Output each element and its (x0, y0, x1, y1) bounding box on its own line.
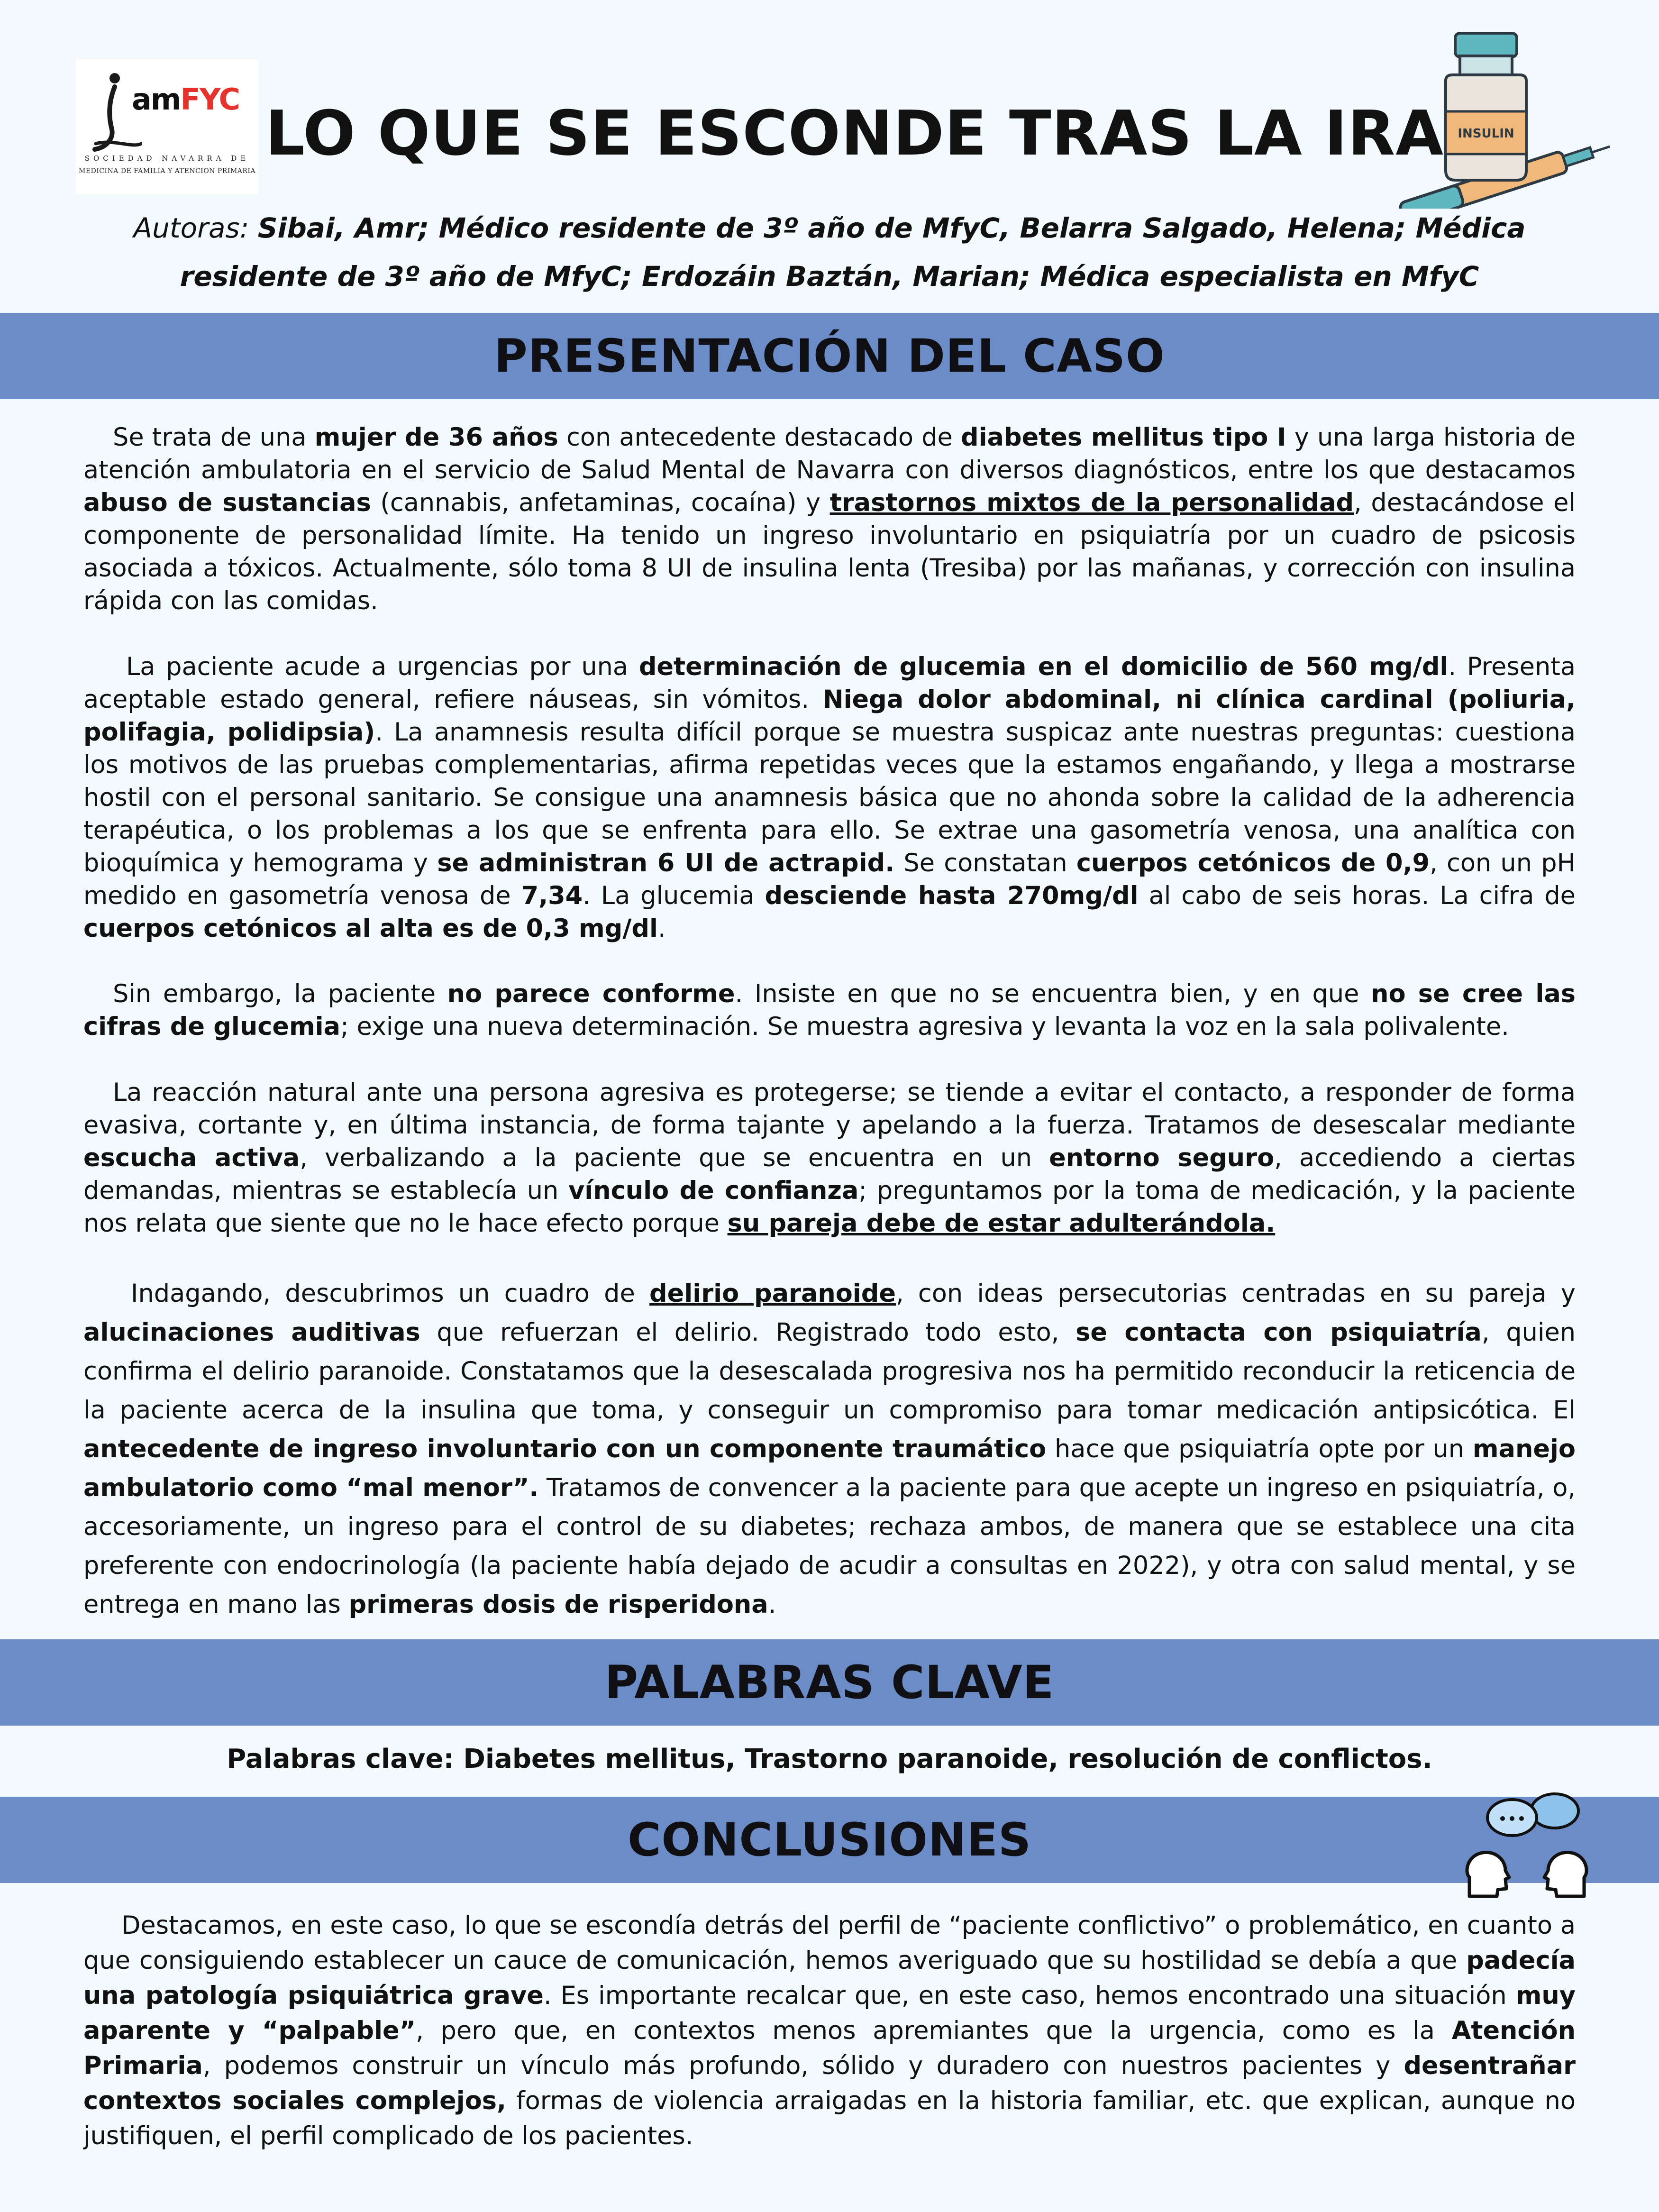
logo-brand: amFYC (132, 82, 239, 117)
emphasis-underlined: trastornos mixtos de la personalidad (830, 488, 1354, 517)
text-run: formas de violencia arraigadas en la historia familiar, etc. que explican, aunque no justifiquen, el perfil complicado de los pacientes. (83, 2086, 1576, 2150)
emphasis: Niega dolor abdominal, ni clínica cardinal (poliuria, polifagia, polidipsia) (83, 685, 1576, 747)
text-run: con antecedente destacado de (558, 423, 961, 452)
conclusion-paragraph (83, 1908, 1576, 2154)
emphasis: primeras dosis de risperidona (348, 1590, 768, 1619)
section-band-case (0, 313, 1659, 399)
emphasis: no parece conforme (447, 979, 735, 1008)
text-run: . (768, 1590, 776, 1619)
emphasis: escucha activa (83, 1143, 300, 1172)
vial-label: INSULIN (1458, 127, 1514, 141)
emphasis: se contacta con psiquiatría (1076, 1318, 1482, 1347)
authors-prefix: Autoras: (133, 212, 258, 244)
poster-title: LO QUE SE ESCONDE TRAS LA IRA (265, 97, 1444, 169)
text-run: ; exige una nueva determinación. Se muestra agresiva y levanta la voz en la sala polivalente. (340, 1012, 1509, 1041)
text-run: , pero que, en contextos menos apremiantes que la urgencia, como es la (416, 2016, 1452, 2045)
text-run: . La anamnesis resulta difícil porque se muestra suspicaz ante nuestras preguntas: cuestiona los motivos de las pruebas complementarias, afirma repetidas veces que la estamos engañando, y llega a mostrarse hostil con el personal sanitario. Se consigue una anamnesis básica que no ahonda sobre la calidad de la adherencia terapéutica, o los problemas a los que se enfrenta para ello. Se extrae una gasometría venosa, una analítica con bioquímica y hemograma y (83, 718, 1576, 877)
text-run: Tratamos de convencer a la paciente para que acepte un ingreso en psiquiatría, o, accesoriamente, un ingreso para el control de su diabetes; rechaza ambos, de manera que se establece una cita preferente con endocrinología (la paciente había dejado de acudir a consultas en 2022), y otra con salud mental, y se entrega en mano las (83, 1473, 1576, 1619)
emphasis: se administran 6 UI de actrapid. (437, 849, 895, 877)
insulin-vial-icon (1394, 28, 1612, 209)
text-run: , podemos construir un vínculo más profundo, sólido y duradero con nuestros pacientes y (202, 2051, 1404, 2080)
text-run: . (658, 914, 666, 943)
text-run: , con un pH medido en gasometría venosa de (83, 849, 1576, 910)
logo-org-line-2: MEDICINA DE FAMILIA Y ATENCION PRIMARIA (79, 167, 255, 175)
text-run: Destacamos, en este caso, lo que se escondía detrás del perfil de “paciente conflictivo” o problemático, en cuanto a que consiguiendo establecer un cauce de comunicación, hemos averiguado que su hostilidad se debía a que (83, 1911, 1576, 1975)
text-run: Se trata de una (113, 423, 315, 452)
text-run: La reacción natural ante una persona agresiva es protegerse; se tiende a evitar el contacto, a responder de forma evasiva, cortante y, en última instancia, de forma tajante y apelando a la fuerza. Tratamos de desescalar mediante (83, 1078, 1576, 1140)
case-paragraph-1 (83, 421, 1576, 617)
text-run: , con ideas persecutorias centradas en su pareja y (895, 1279, 1576, 1308)
authors-text: Sibai, Amr; Médico residente de 3º año de MfyC, Belarra Salgado, Helena; Médica residente de 3º año de MfyC; Erdozáin Baztán, Marian; Médica especialista en MfyC (180, 212, 1526, 292)
text-run: . Insiste en que no se encuentra bien, y en que (735, 979, 1371, 1008)
text-run: Se constatan (894, 849, 1076, 877)
text-run: Indagando, descubrimos un cuadro de (131, 1279, 650, 1308)
emphasis: alucinaciones auditivas (83, 1318, 420, 1347)
emphasis: 7,34 (521, 881, 583, 910)
text-run: . Presenta aceptable estado general, refiere náuseas, sin vómitos. (83, 652, 1576, 714)
emphasis: entorno seguro (1049, 1143, 1275, 1172)
case-paragraph-5 (83, 1274, 1576, 1624)
emphasis: desciende hasta 270mg/dl (765, 881, 1139, 910)
text-run: . La glucemia (583, 881, 765, 910)
conversation-icon (1460, 1787, 1593, 1901)
text-run: Sin embargo, la paciente (113, 979, 447, 1008)
authors (62, 204, 1597, 301)
text-run: , quien confirma el delirio paranoide. Constatamos que la desescalada progresiva nos ha permitido reconducir la reticencia de la paciente acerca de la insulina que toma, y conseguir un compromiso para tomar medicación antipsicótica. El (83, 1318, 1576, 1425)
section-title-conclusions: CONCLUSIONES (627, 1813, 1032, 1866)
emphasis: diabetes mellitus tipo I (960, 423, 1286, 452)
emphasis: cuerpos cetónicos al alta es de 0,3 mg/dl (83, 914, 658, 943)
keywords-text: Palabras clave: Diabetes mellitus, Trastorno paranoide, resolución de conflictos. (227, 1744, 1432, 1774)
emphasis: cuerpos cetónicos de 0,9 (1076, 849, 1430, 877)
case-paragraph-2 (83, 650, 1576, 945)
text-run: , verbalizando a la paciente que se encuentra en un (300, 1143, 1049, 1172)
emphasis: padecía una patología psiquiátrica grave (83, 1946, 1576, 2010)
emphasis: antecedente de ingreso involuntario con un componente traumático (83, 1435, 1047, 1463)
text-run: al cabo de seis horas. La cifra de (1138, 881, 1576, 910)
samfyc-logo (76, 59, 258, 194)
section-title-case: PRESENTACIÓN DEL CASO (494, 329, 1165, 383)
section-band-keywords (0, 1639, 1659, 1726)
emphasis: manejo ambulatorio como “mal menor”. (83, 1435, 1576, 1502)
text-run: ; preguntamos por la toma de medicación, y la paciente nos relata que siente que no le hace efecto porque (83, 1176, 1576, 1238)
text-run: , accediendo a ciertas demandas, mientras se establecía un (83, 1143, 1576, 1205)
emphasis: vínculo de confianza (568, 1176, 859, 1205)
emphasis: Atención Primaria (83, 2016, 1576, 2080)
logo-org-line-1: SOCIEDAD NAVARRA DE (84, 154, 250, 163)
emphasis-underlined: su pareja debe de estar adulterándola. (727, 1209, 1276, 1238)
text-run: . Es importante recalcar que, en este caso, hemos encontrado una situación (543, 1981, 1516, 2010)
section-title-keywords: PALABRAS CLAVE (604, 1656, 1055, 1709)
emphasis: desentrañar contextos sociales complejos, (83, 2051, 1576, 2115)
case-paragraph-4 (83, 1076, 1576, 1240)
text-run: hace que psiquiatría opte por un (1046, 1435, 1473, 1463)
emphasis: mujer de 36 años (314, 423, 558, 452)
text-run: y una larga historia de atención ambulatoria en el servicio de Salud Mental de Navarra con diversos diagnósticos, entre los que destacamos (83, 423, 1576, 484)
case-paragraph-3 (83, 978, 1576, 1043)
emphasis: abuso de sustancias (83, 488, 371, 517)
text-run: (cannabis, anfetaminas, cocaína) y (371, 488, 830, 517)
text-run: que refuerzan el delirio. Registrado todo esto, (420, 1318, 1076, 1347)
emphasis: no se cree las cifras de glucemia (83, 979, 1576, 1041)
text-run: La paciente acude a urgencias por una (126, 652, 639, 681)
emphasis: determinación de glucemia en el domicilio de 560 mg/dl (638, 652, 1449, 681)
emphasis-underlined: delirio paranoide (649, 1279, 896, 1308)
emphasis: muy aparente y “palpable” (83, 1981, 1576, 2045)
text-run: , destacándose el componente de personalidad límite. Ha tenido un ingreso involuntario en psiquiatría por un cuadro de psicosis asociada a tóxicos. Actualmente, sólo toma 8 UI de insulina lenta (Tresiba) por las mañanas, y corrección con insulina rápida con las comidas. (83, 488, 1576, 615)
section-band-conclusions (0, 1797, 1659, 1883)
